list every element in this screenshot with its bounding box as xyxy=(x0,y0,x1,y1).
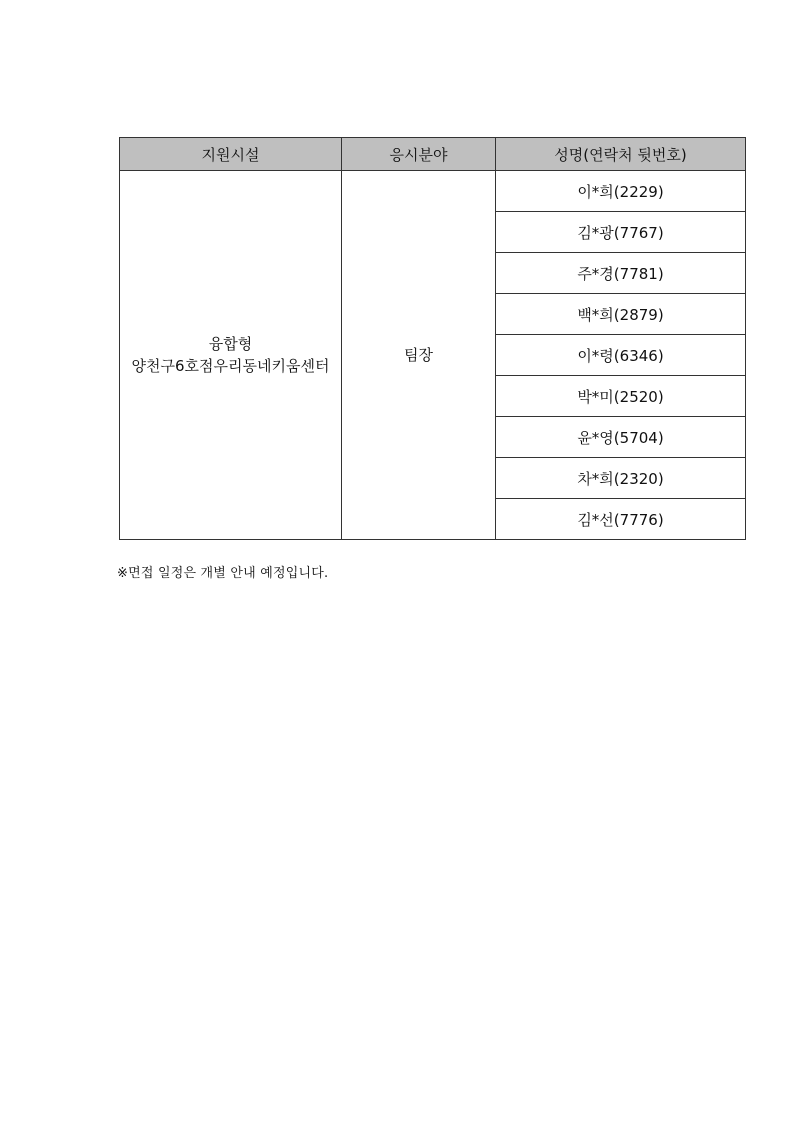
applicant-name: 김*선(7776) xyxy=(496,499,746,540)
interview-schedule-note: ※면접 일정은 개별 안내 예정입니다. xyxy=(117,566,329,581)
applicant-name: 박*미(2520) xyxy=(496,376,746,417)
facility-type: 융합형 xyxy=(208,335,253,353)
applicant-name: 차*희(2320) xyxy=(496,458,746,499)
table-header-row xyxy=(120,138,746,171)
facility-name: 양천구6호점우리동네키움센터 xyxy=(131,357,330,375)
header-facility: 지원시설 xyxy=(120,138,342,171)
field-cell: 팀장 xyxy=(342,171,496,540)
table-row xyxy=(120,171,746,212)
header-name-contact: 성명(연락처 뒷번호) xyxy=(496,138,746,171)
applicant-name: 김*광(7767) xyxy=(496,212,746,253)
facility-cell xyxy=(120,171,342,540)
results-table xyxy=(119,137,746,540)
applicant-name: 이*령(6346) xyxy=(496,335,746,376)
results-table-container xyxy=(119,137,745,540)
applicant-name: 백*희(2879) xyxy=(496,294,746,335)
header-field: 응시분야 xyxy=(342,138,496,171)
applicant-name: 주*경(7781) xyxy=(496,253,746,294)
applicant-name: 윤*영(5704) xyxy=(496,417,746,458)
applicant-name: 이*희(2229) xyxy=(496,171,746,212)
